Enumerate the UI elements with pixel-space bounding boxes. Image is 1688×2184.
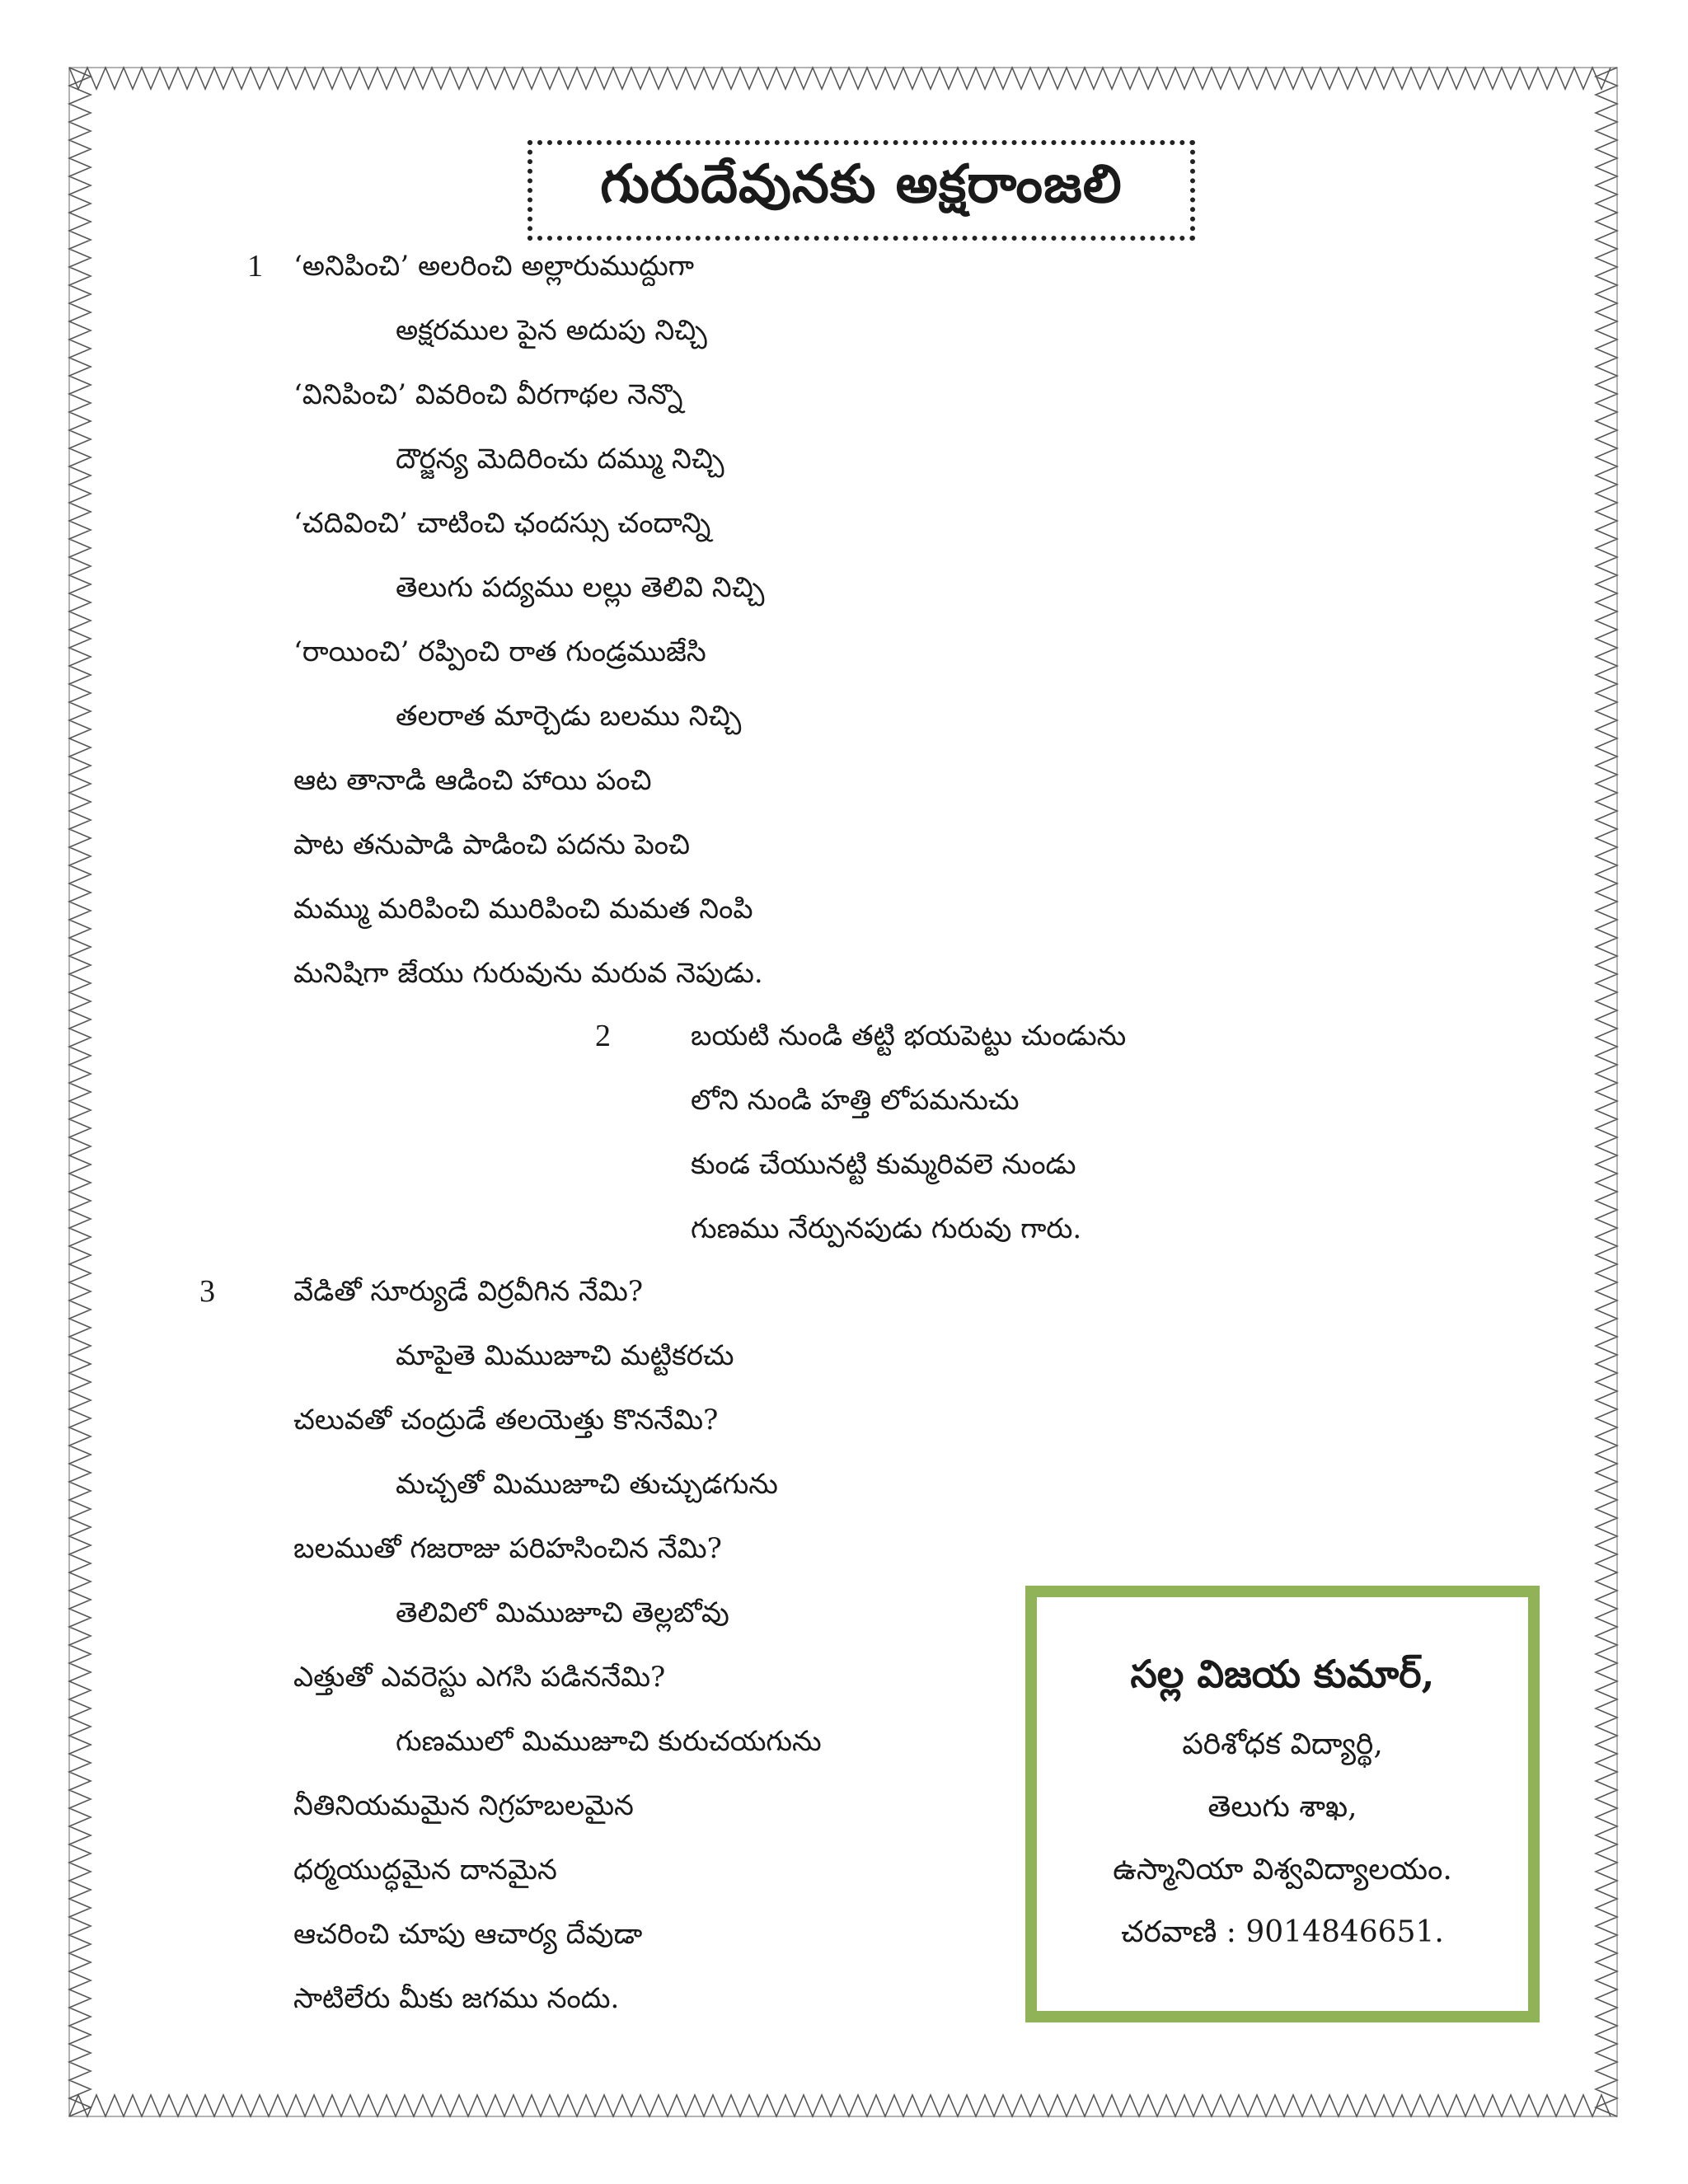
poem-number: 3 bbox=[199, 1274, 215, 1309]
poem-line: దౌర్జన్య మెదిరించు దమ్ము నిచ్చి bbox=[396, 443, 724, 476]
page-title: గురుదేవునకు అక్షరాంజలి bbox=[600, 153, 1123, 215]
poem-line: చలువతో చంద్రుడే తలయెత్తు కొననేమి? bbox=[293, 1404, 719, 1436]
poem-line: తెలుగు పద్యము లల్లు తెలివి నిచ్చి bbox=[396, 571, 765, 604]
author-name: సల్ల విజయ కుమార్, bbox=[1130, 1652, 1435, 1696]
author-university: ఉస్మానియా విశ్వవిద్యాలయం. bbox=[1113, 1853, 1452, 1886]
author-box bbox=[1025, 1586, 1540, 2022]
poem-line: అక్షరముల పైన అదుపు నిచ్చి bbox=[396, 314, 707, 347]
poem-line: ఆచరించి చూపు ఆచార్య దేవుడా bbox=[293, 1918, 643, 1951]
poem-line: బలముతో గజరాజు పరిహసించిన నేమి? bbox=[293, 1532, 722, 1565]
poem-number: 1 bbox=[247, 249, 263, 284]
poem-line: పాట తనుపాడి పాడించి పదను పెంచి bbox=[293, 828, 691, 861]
poem-line: ‘అనిపించి’ అలరించి అల్లారుముద్దుగా bbox=[293, 250, 695, 283]
poem-line: ‘రాయించి’ రప్పించి రాత గుండ్రముజేసి bbox=[293, 635, 706, 668]
poem-line: లోని నుండి హత్తి లోపమనుచు bbox=[691, 1084, 1020, 1117]
poem-number: 2 bbox=[595, 1019, 611, 1053]
poem-line: ‘చదివించి’ చాటించి ఛందస్సు చందాన్ని bbox=[293, 507, 711, 540]
poem-line: మనిషిగా జేయు గురువును మరువ నెపుడు. bbox=[293, 957, 763, 990]
poem-line: తలరాత మార్చెడు బలము నిచ్చి bbox=[396, 700, 742, 733]
poem-line: గుణము నేర్పునపుడు గురువు గారు. bbox=[691, 1212, 1082, 1245]
poem-line: ఆట తానాడి ఆడించి హాయి పంచి bbox=[293, 764, 652, 797]
poem-line: ‘వినిపించి’ వివరించి వీరగాథల నెన్నొ bbox=[293, 378, 683, 411]
poem-line: కుండ చేయునట్టి కుమ్మరివలె నుండు bbox=[691, 1148, 1076, 1181]
poem-line: మాపైతె మిముజూచి మట్టికరచు bbox=[396, 1339, 734, 1372]
poem-line: నీతినియమమైన నిగ్రహబలమైన bbox=[293, 1789, 634, 1822]
poem-line: ఎత్తుతో ఎవరెస్టు ఎగసి పడిననేమి? bbox=[293, 1661, 666, 1694]
poem-line: బయటి నుండి తట్టి భయపెట్టు చుండును bbox=[691, 1019, 1127, 1052]
author-department: తెలుగు శాఖ, bbox=[1207, 1790, 1357, 1824]
poem-line: తెలివిలో మిముజూచి తెల్లబోవు bbox=[396, 1596, 729, 1629]
poem-line: మమ్ము మరిపించి మురిపించి మమత నింపి bbox=[293, 893, 753, 926]
poem-line: గుణములో మిముజూచి కురుచయగును bbox=[396, 1725, 822, 1758]
poem-line: సాటిలేరు మీకు జగము నందు. bbox=[293, 1982, 620, 2015]
author-phone: చరవాణి : 9014846651. bbox=[1121, 1915, 1444, 1949]
title-box bbox=[528, 140, 1195, 241]
author-designation: పరిశోధక విద్యార్థి, bbox=[1182, 1727, 1383, 1761]
poem-line: ధర్మయుద్ధమైన దానమైన bbox=[293, 1854, 557, 1886]
poem-line: మచ్చతో మిముజూచి తుచ్చుడగును bbox=[396, 1468, 778, 1501]
poem-line: వేడితో సూర్యుడే విర్రవీగిన నేమి? bbox=[293, 1275, 644, 1308]
